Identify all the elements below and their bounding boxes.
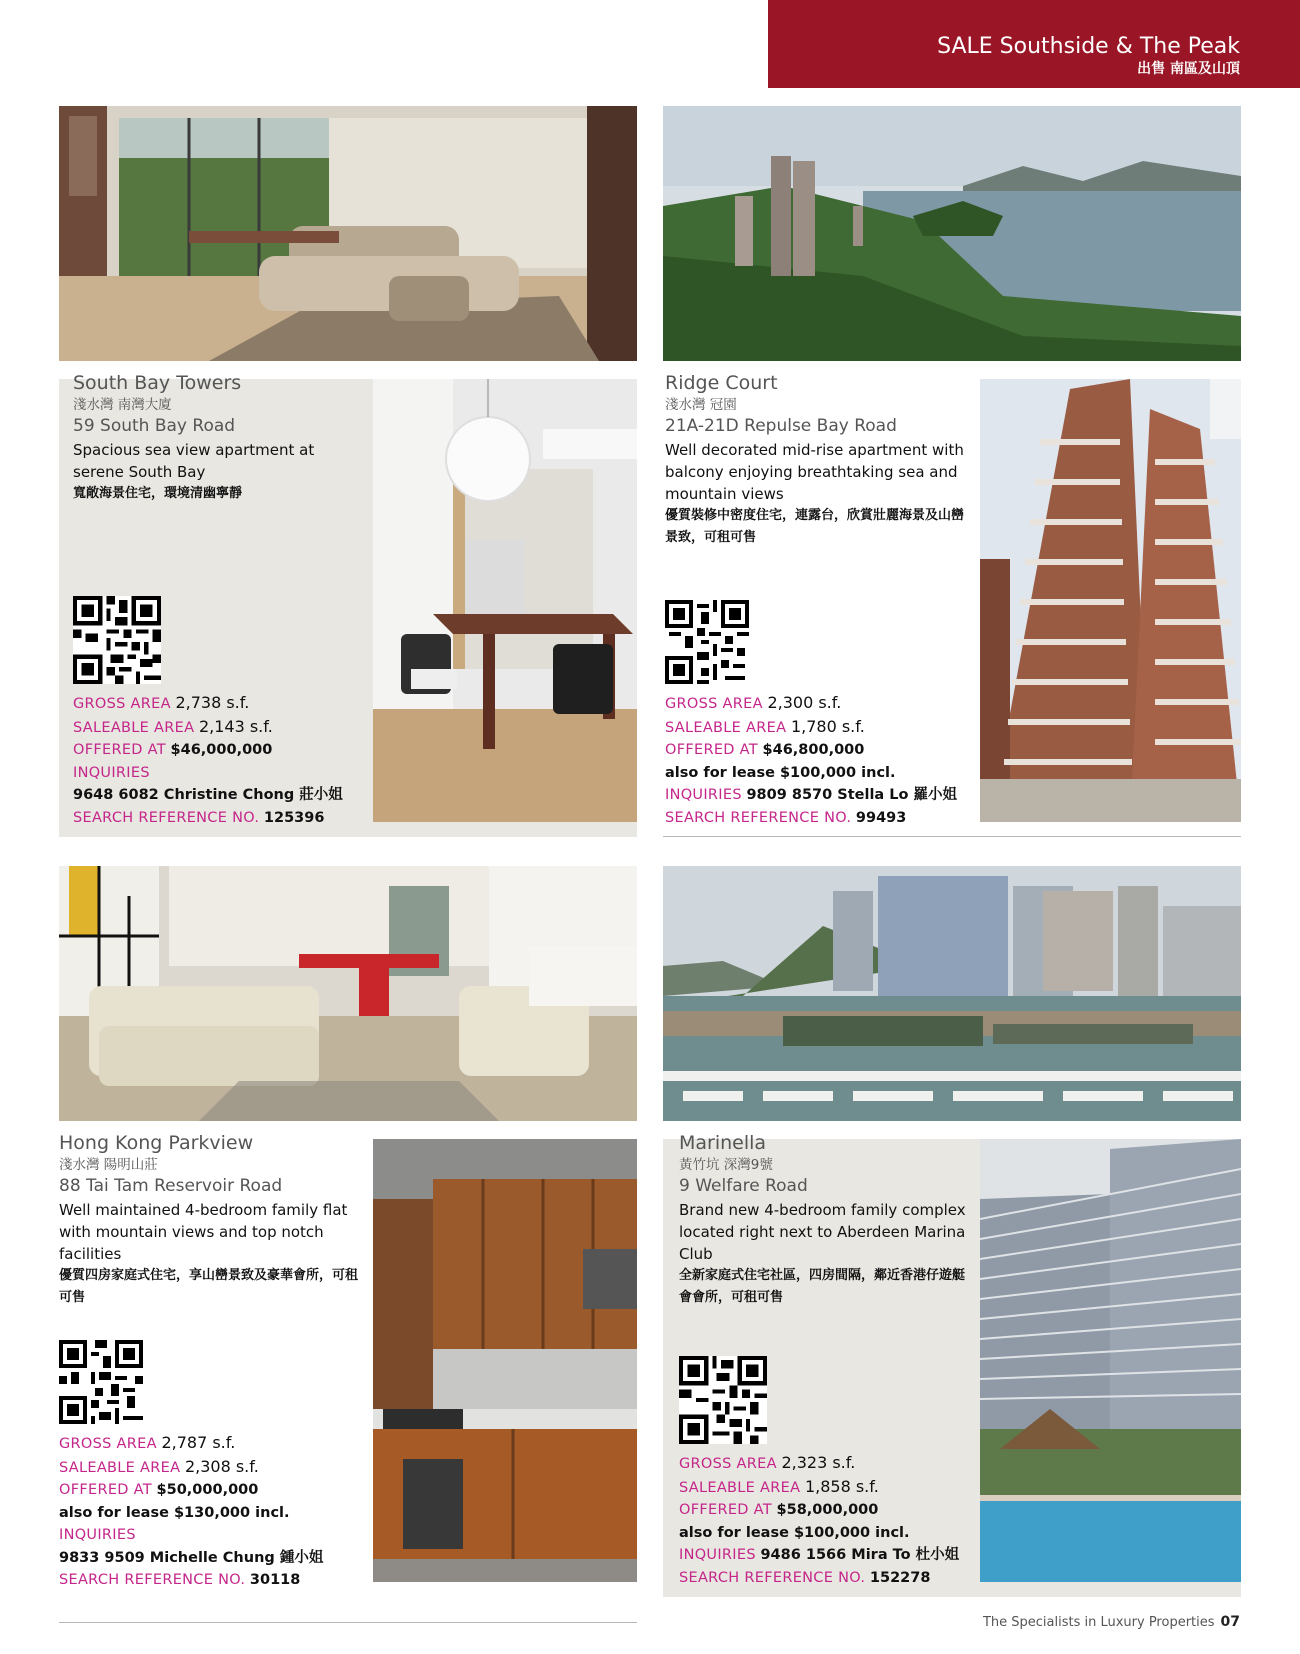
gross-area-value: 2,323 s.f. [781, 1453, 856, 1472]
search-reference-number: 125396 [263, 809, 325, 826]
property-name-zh: 淺水灣 南灣大廈 [73, 397, 172, 413]
property-name: Hong Kong Parkview [59, 1132, 254, 1154]
listing-south-bay-towers [59, 106, 637, 837]
search-reference-label: SEARCH REFERENCE NO. [665, 809, 852, 826]
qr-code-icon[interactable] [665, 600, 749, 684]
saleable-area-label: SALEABLE AREA [59, 1459, 181, 1476]
qr-code-icon[interactable] [679, 1356, 767, 1444]
gross-area-label: GROSS AREA [73, 696, 171, 712]
saleable-area-value: 2,143 s.f. [198, 716, 273, 736]
inquiries-contact: 9486 1566 Mira To 杜小姐 [760, 1547, 960, 1563]
living-room-photo [59, 106, 637, 361]
search-reference-label: SEARCH REFERENCE NO. [59, 1572, 246, 1588]
gross-area-label: GROSS AREA [679, 1456, 777, 1472]
offered-price: $46,000,000 [170, 742, 273, 758]
property-description: Spacious sea view apartment at serene South Bay [73, 441, 315, 481]
inquiries-label: INQUIRIES [59, 1527, 136, 1543]
offered-at-label: OFFERED AT [73, 742, 166, 758]
footer-tagline: The Specialists in Luxury Properties [982, 1615, 1215, 1630]
property-address: 21A-21D Repulse Bay Road [665, 416, 897, 436]
section-header [768, 0, 1300, 88]
property-description-zh: 優質裝修中密度住宅，連露台，欣賞壯麗海景及山巒景致，可租可售 [665, 508, 965, 545]
search-reference-number: 30118 [249, 1572, 301, 1588]
search-reference-label: SEARCH REFERENCE NO. [679, 1569, 866, 1586]
living-room-photo [59, 866, 637, 1121]
building-facade-photo [980, 379, 1241, 822]
gross-area-value: 2,787 s.f. [161, 1433, 236, 1452]
search-reference-number: 152278 [869, 1569, 931, 1586]
property-description-zh: 寬敞海景住宅，環境清幽寧靜 [73, 486, 243, 501]
inquiries-label: INQUIRIES [665, 787, 742, 803]
section-title: SALE Southside & The Peak [937, 34, 1240, 59]
dining-room-photo [373, 379, 637, 822]
listing-divider [663, 836, 1241, 837]
listing-hong-kong-parkview [59, 866, 637, 1623]
offered-price: $46,800,000 [762, 742, 865, 758]
saleable-area-value: 1,780 s.f. [790, 716, 865, 736]
offered-at-label: OFFERED AT [59, 1482, 152, 1498]
page-number: 07 [1220, 1614, 1240, 1630]
property-name: South Bay Towers [73, 372, 242, 394]
kitchen-photo [373, 1139, 637, 1582]
offered-price: $50,000,000 [156, 1482, 259, 1498]
search-reference-label: SEARCH REFERENCE NO. [73, 809, 260, 826]
lease-price: also for lease $100,000 incl. [679, 1524, 910, 1541]
saleable-area-label: SALEABLE AREA [679, 1479, 801, 1496]
property-name-zh: 淺水灣 冠園 [665, 397, 737, 413]
inquiries-label: INQUIRIES [73, 764, 150, 781]
gross-area-label: GROSS AREA [59, 1436, 157, 1452]
gross-area-label: GROSS AREA [665, 696, 763, 712]
qr-code-icon[interactable] [73, 596, 161, 684]
page-footer [983, 1614, 1240, 1630]
inquiries-label: INQUIRIES [679, 1547, 756, 1563]
property-description-zh: 全新家庭式住宅社區，四房間隔，鄰近香港仔遊艇會會所，可租可售 [679, 1268, 966, 1305]
residential-towers-photo [980, 1139, 1241, 1582]
property-description: Well decorated mid-rise apartment with balcony enjoying breathtaking sea and mountain views [665, 441, 964, 503]
search-reference-number: 99493 [855, 809, 907, 826]
property-address: 9 Welfare Road [679, 1176, 808, 1196]
property-address: 88 Tai Tam Reservoir Road [59, 1176, 283, 1196]
property-name-zh: 黃竹坑 深灣9號 [679, 1157, 773, 1173]
offered-at-label: OFFERED AT [665, 742, 758, 758]
saleable-area-label: SALEABLE AREA [665, 719, 787, 736]
marina-view-photo [663, 866, 1241, 1121]
offered-at-label: OFFERED AT [679, 1502, 772, 1518]
inquiries-contact: 9833 9509 Michelle Chung 鍾小姐 [59, 1549, 324, 1566]
lease-price: also for lease $130,000 incl. [59, 1504, 290, 1521]
gross-area-value: 2,300 s.f. [767, 693, 842, 712]
saleable-area-value: 2,308 s.f. [184, 1456, 259, 1476]
qr-code-icon[interactable] [59, 1340, 143, 1424]
property-name: Marinella [679, 1132, 767, 1154]
offered-price: $58,000,000 [776, 1502, 879, 1518]
property-description: Brand new 4-bedroom family complex located right next to Aberdeen Marina Club [679, 1201, 966, 1263]
property-address: 59 South Bay Road [73, 416, 236, 436]
listing-marinella [663, 866, 1241, 1597]
bay-view-photo [663, 106, 1241, 361]
listing-divider [59, 1622, 637, 1623]
inquiries-contact: 9809 8570 Stella Lo 羅小姐 [746, 787, 957, 803]
property-name: Ridge Court [665, 372, 778, 394]
inquiries-contact: 9648 6082 Christine Chong 莊小姐 [73, 787, 343, 803]
property-description-zh: 優質四房家庭式住宅，享山巒景致及豪華會所，可租可售 [59, 1268, 359, 1305]
section-title-zh: 出售 南區及山頂 [1137, 61, 1240, 77]
property-name-zh: 淺水灣 陽明山莊 [59, 1157, 158, 1173]
property-description: Well maintained 4-bedroom family flat with mountain views and top notch facilities [59, 1201, 348, 1263]
listing-ridge-court [663, 106, 1241, 837]
gross-area-value: 2,738 s.f. [175, 693, 250, 712]
lease-price: also for lease $100,000 incl. [665, 764, 896, 781]
saleable-area-label: SALEABLE AREA [73, 719, 195, 736]
saleable-area-value: 1,858 s.f. [804, 1476, 879, 1496]
